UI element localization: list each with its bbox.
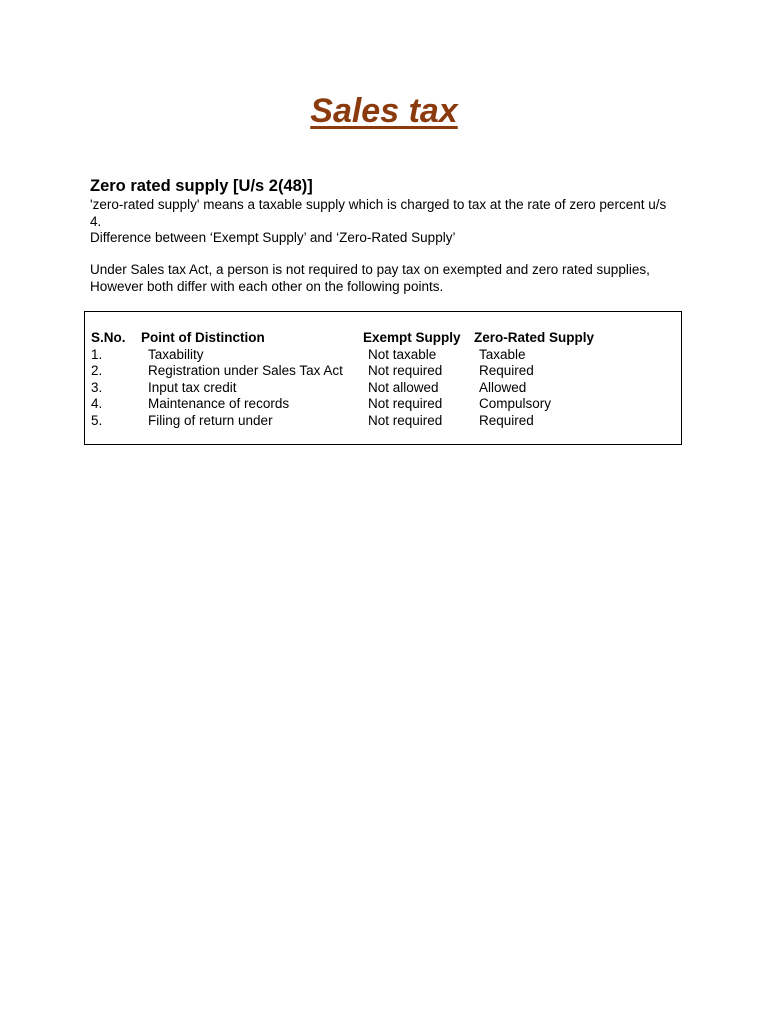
cell-sno: 5. <box>91 412 103 428</box>
header-point: Point of Distinction <box>141 330 265 345</box>
cell-sno: 2. <box>91 363 103 378</box>
cell-exempt: Not required <box>368 396 443 411</box>
cell-point: Taxability <box>148 346 204 362</box>
page-title: Sales tax <box>310 92 458 130</box>
definition-paragraph: 'zero-rated supply' means a taxable supply which is charged to tax at the rate of zero percent u/s 4. <box>90 197 667 229</box>
intro-paragraph: Under Sales tax Act, a person is not required to pay tax on exempted and zero rated supplies, However both differ with each other on the following points. <box>90 262 650 294</box>
table-header-row <box>85 330 683 347</box>
cell-zero-rated: Compulsory <box>479 396 552 411</box>
cell-sno: 3. <box>91 379 103 395</box>
cell-exempt: Not allowed <box>368 379 439 395</box>
distinction-table <box>84 311 682 445</box>
cell-exempt: Not taxable <box>368 346 437 362</box>
difference-heading-paragraph: Difference between ‘Exempt Supply’ and ‘Zero-Rated Supply’ <box>90 230 456 245</box>
table-row <box>85 380 683 397</box>
table-row <box>85 347 683 364</box>
cell-exempt: Not required <box>368 363 443 378</box>
cell-zero-rated: Required <box>479 412 534 428</box>
cell-point: Registration under Sales Tax Act <box>148 363 343 378</box>
header-zero-rated: Zero-Rated Supply <box>474 330 595 345</box>
cell-point: Maintenance of records <box>148 396 290 411</box>
cell-point: Input tax credit <box>148 379 237 395</box>
cell-point: Filing of return under <box>148 412 273 428</box>
cell-sno: 4. <box>91 396 103 411</box>
table-row <box>85 413 683 430</box>
cell-zero-rated: Taxable <box>479 346 526 362</box>
table-row <box>85 363 683 380</box>
cell-zero-rated: Required <box>479 363 534 378</box>
header-exempt: Exempt Supply <box>363 330 461 345</box>
section-heading: Zero rated supply [U/s 2(48)] <box>90 177 313 195</box>
table-row <box>85 396 683 413</box>
cell-exempt: Not required <box>368 412 443 428</box>
header-sno: S.No. <box>91 330 126 345</box>
cell-zero-rated: Allowed <box>479 379 527 395</box>
cell-sno: 1. <box>91 346 103 362</box>
